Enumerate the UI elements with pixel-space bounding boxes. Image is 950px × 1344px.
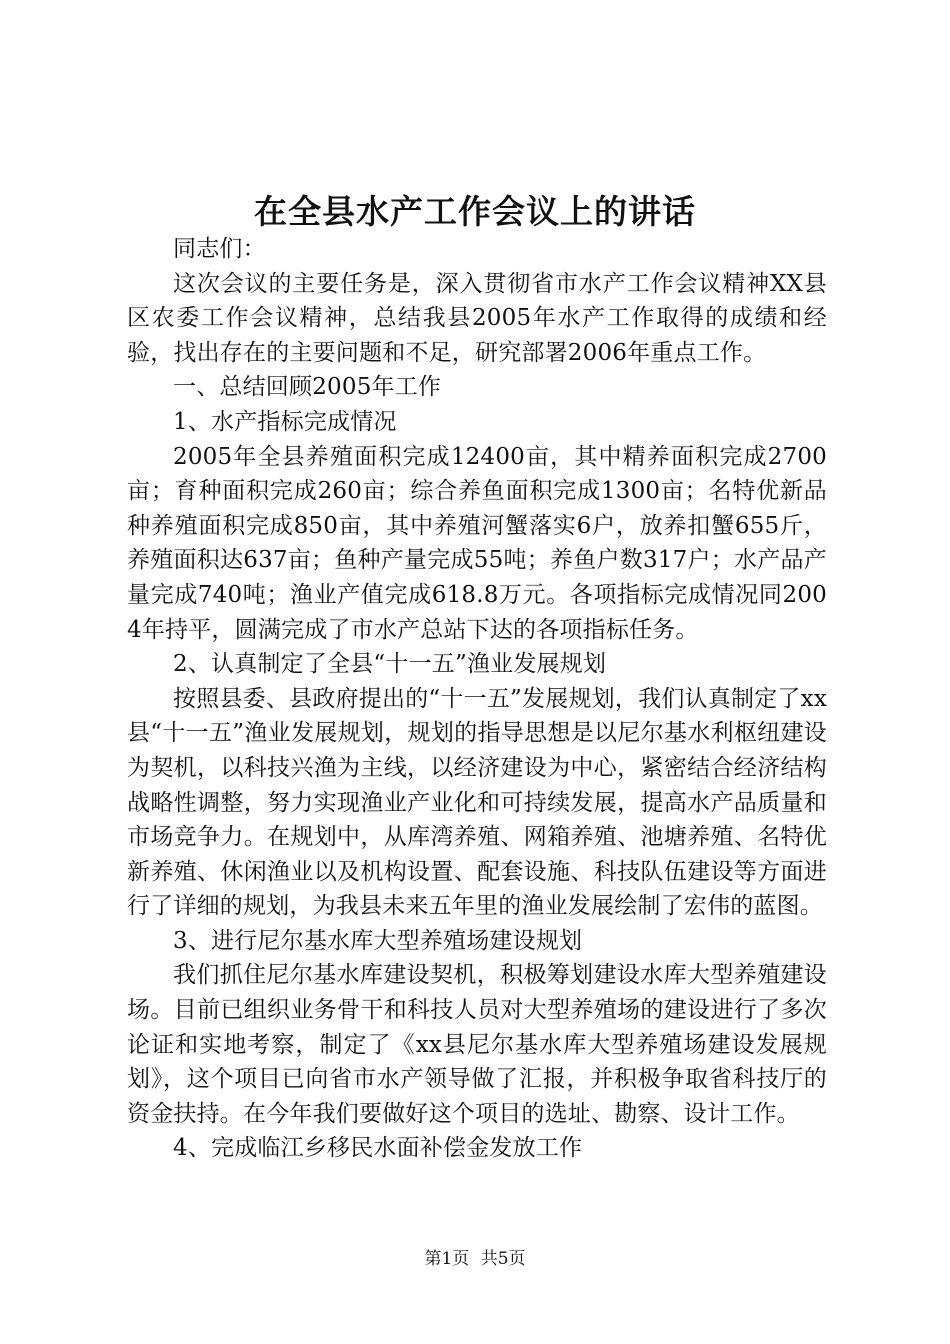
page-total: 共5页 <box>480 1249 526 1269</box>
subsection-heading-2: 2、认真制定了全县“十一五”渔业发展规划 <box>173 651 607 678</box>
paragraph-planning: 按照县委、县政府提出的“十一五”发展规划，我们认真制定了xx县“十一五”渔业发展规划，规划的指导思想是以尼尔基水利枢纽建设为契机，以科技兴渔为主线，以经济建设为中心，紧密结合经济结构战略性调整，努力实现渔业产业化和可持续发展，提高水产品质量和市场竞争力。在规划中，从库湾养殖、网箱养殖、池塘养殖、名特优新养殖、休闲渔业以及机构设置、配套设施、科技队伍建设等方面进行了详细的规划，为我县未来五年里的渔业发展绘制了宏伟的蓝图。 <box>127 685 827 920</box>
paragraph-reservoir: 我们抓住尼尔基水库建设契机，积极筹划建设水库大型养殖建设场。目前已组织业务骨干和科技人员对大型养殖场的建设进行了多次论证和实地考察，制定了《xx县尼尔基水库大型养殖场建设发展规划》，这个项目已向省市水产领导做了汇报，并积极争取省科技厅的资金扶持。在今年我们要做好这个项目的选址、勘察、设计工作。 <box>127 962 827 1127</box>
subsection-heading-4: 4、完成临江乡移民水面补偿金发放工作 <box>173 1135 583 1162</box>
page-number: 第1页 <box>424 1249 470 1269</box>
page-footer <box>0 1244 950 1269</box>
document-body <box>127 232 827 1166</box>
document-title: 在全县水产工作会议上的讲话 <box>254 192 696 231</box>
paragraph-indicators: 2005年全县养殖面积完成12400亩，其中精养面积完成2700亩；育种面积完成260亩；综合养鱼面积完成1300亩；名特优新品种养殖面积完成850亩，其中养殖河蟹落实6户，放养扣蟹655斤，养殖面积达637亩；鱼种产量完成55吨；养鱼户数317户；水产品产量完成740吨；渔业产值完成618.8万元。各项指标完成情况同2004年持平，圆满完成了市水产总站下达的各项指标任务。 <box>127 443 827 643</box>
subsection-heading-3: 3、进行尼尔基水库大型养殖场建设规划 <box>173 927 583 954</box>
paragraph-intro: 这次会议的主要任务是，深入贯彻省市水产工作会议精神XX县区农委工作会议精神，总结我县2005年水产工作取得的成绩和经验，找出存在的主要问题和不足，研究部署2006年重点工作。 <box>127 270 827 366</box>
section-heading-1: 一、总结回顾2005年工作 <box>173 374 442 401</box>
salutation: 同志们： <box>173 236 266 262</box>
subsection-heading-1: 1、水产指标完成情况 <box>173 408 397 435</box>
